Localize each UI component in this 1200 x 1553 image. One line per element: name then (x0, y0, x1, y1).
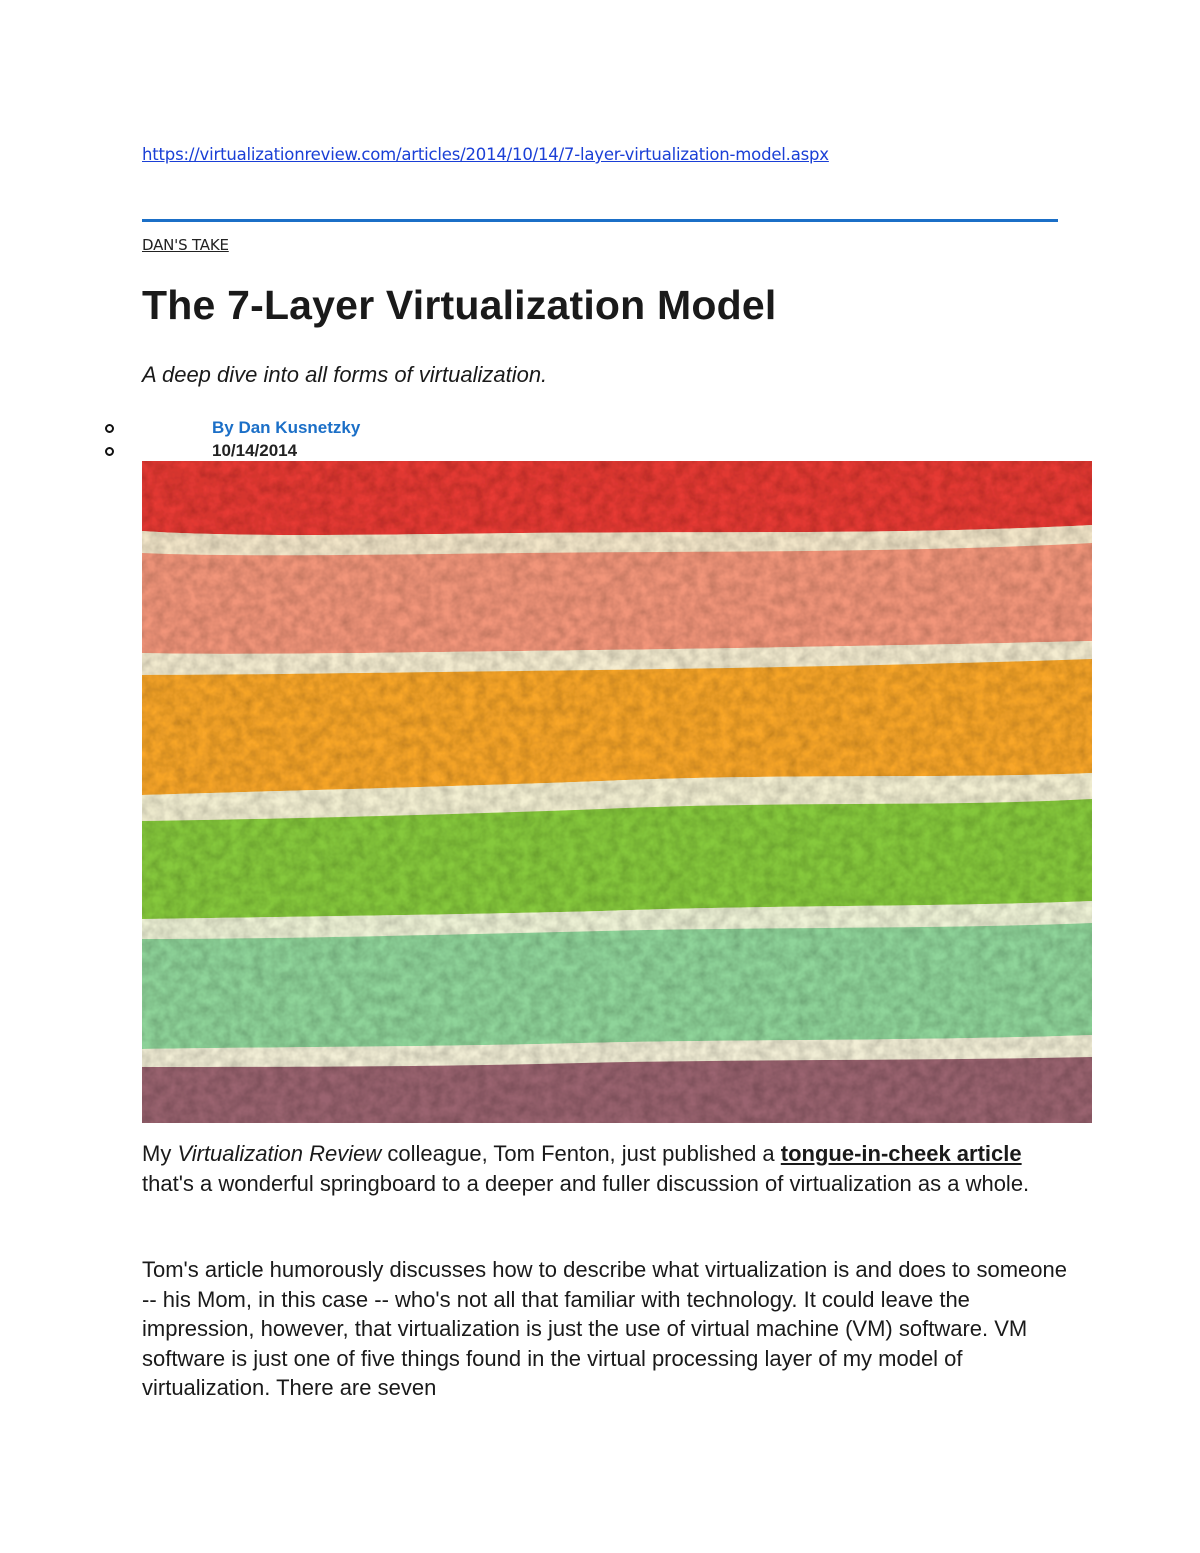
body-paragraph-2: Tom's article humorously discusses how to describe what virtualization is and does to someone -- his Mom, in this case -- who's not all that familiar with technology. It could leave the impression, however, that virtualization is just the use of virtual machine (VM) software. VM software is just one of five things found in the virtual processing layer of my model of virtualization. There are seven (142, 1257, 1067, 1400)
meta-item-date (0, 441, 600, 463)
meta-item-author (0, 418, 600, 440)
paragraph-text: colleague, Tom Fenton, just published a (381, 1141, 781, 1166)
article-headline: The 7-Layer Virtualization Model (142, 282, 777, 328)
tongue-in-cheek-article-link[interactable]: tongue-in-cheek article (780, 1141, 1022, 1166)
publish-date: 10/14/2014 (212, 441, 298, 460)
article-subtitle: A deep dive into all forms of virtualization. (142, 362, 548, 387)
section-kicker-link[interactable]: DAN'S TAKE (142, 236, 229, 254)
publication-name: Virtualization Review (177, 1141, 382, 1166)
body-paragraph-1 (142, 1139, 1072, 1198)
source-url-link[interactable]: https://virtualizationreview.com/articles/2014/10/14/7-layer-virtualization-model.aspx (142, 145, 829, 164)
author-byline[interactable]: By Dan Kusnetzky (212, 418, 361, 437)
paragraph-text: My (142, 1141, 178, 1166)
paragraph-text: that's a wonderful springboard to a deeper and fuller discussion of virtualization as a whole. (142, 1170, 1030, 1196)
header-rule (142, 219, 1058, 222)
bullet-icon (105, 424, 114, 433)
bullet-icon (105, 447, 114, 456)
hero-image-rainbow-cake (142, 461, 1092, 1123)
